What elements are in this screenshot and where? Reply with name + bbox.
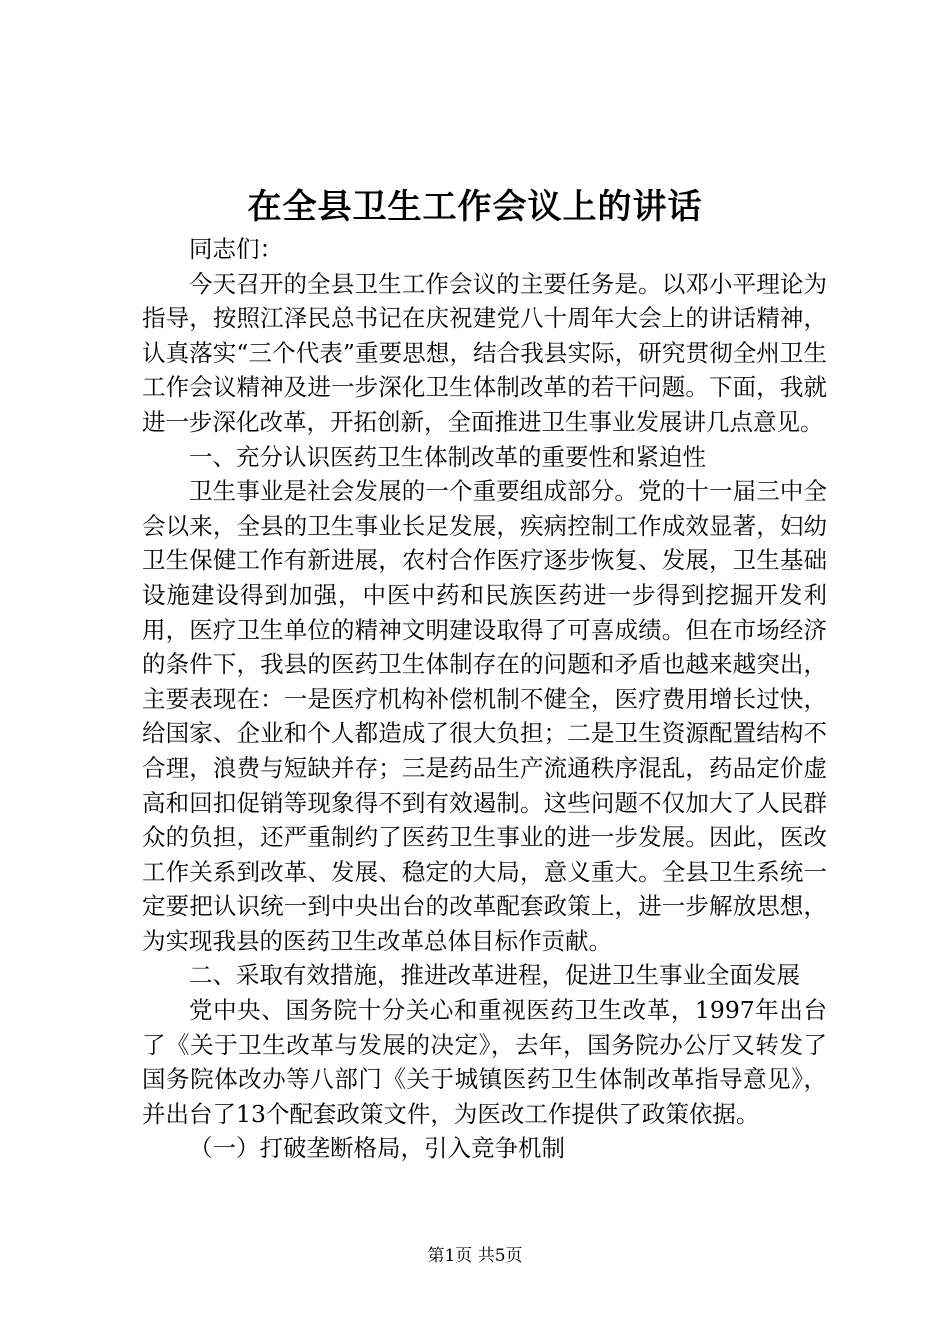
paragraph-section-1: 卫生事业是社会发展的一个重要组成部分。党的十一届三中全会以来，全县的卫生事业长足发展，疾病控制工作成效显著，妇幼卫生保健工作有新进展，农村合作医疗逐步恢复、发展，卫生基础设施建设得到加强，中医中药和民族医药进一步得到挖掘开发利用，医疗卫生单位的精神文明建设取得了可喜成绩。但在市场经济的条件下，我县的医药卫生体制存在的问题和矛盾也越来越突出，主要表现在：一是医疗机构补偿机制不健全，医疗费用增长过快，给国家、企业和个人都造成了很大负担；二是卫生资源配置结构不合理，浪费与短缺并存；三是药品生产流通秩序混乱，药品定价虚高和回扣促销等现象得不到有效遏制。这些问题不仅加大了人民群众的负担，还严重制约了医药卫生事业的进一步发展。因此，医改工作关系到改革、发展、稳定的大局，意义重大。全县卫生系统一定要把认识统一到中央出台的改革配套政策上，进一步解放思想，为实现我县的医药卫生改革总体目标作贡献。 xyxy=(142,477,827,955)
section-heading-1: 一、充分认识医药卫生体制改革的重要性和紧迫性 xyxy=(189,442,706,471)
section-heading-2: 二、采取有效措施，推进改革进程，促进卫生事业全面发展 xyxy=(189,961,800,990)
salutation: 同志们： xyxy=(189,235,283,263)
document-body xyxy=(142,232,827,1166)
paragraph-section-2: 党中央、国务院十分关心和重视医药卫生改革，1997年出台了《关于卫生改革与发展的决定》，去年，国务院办公厅又转发了国务院体改办等八部门《关于城镇医药卫生体制改革指导意见》，并出台了13个配套政策文件，为医改工作提供了政策依据。 xyxy=(142,996,827,1128)
subsection-heading-1: （一）打破垄断格局，引入竞争机制 xyxy=(189,1134,565,1163)
document-title: 在全县卫生工作会议上的讲话 xyxy=(247,187,703,227)
page-indicator: 第1页 共5页 xyxy=(427,1246,523,1266)
paragraph-intro: 今天召开的全县卫生工作会议的主要任务是。以邓小平理论为指导，按照江泽民总书记在庆祝建党八十周年大会上的讲话精神，认真落实“三个代表”重要思想，结合我县实际，研究贯彻全州卫生工作会议精神及进一步深化卫生体制改革的若干问题。下面，我就进一步深化改革，开拓创新，全面推进卫生事业发展讲几点意见。 xyxy=(142,269,827,436)
